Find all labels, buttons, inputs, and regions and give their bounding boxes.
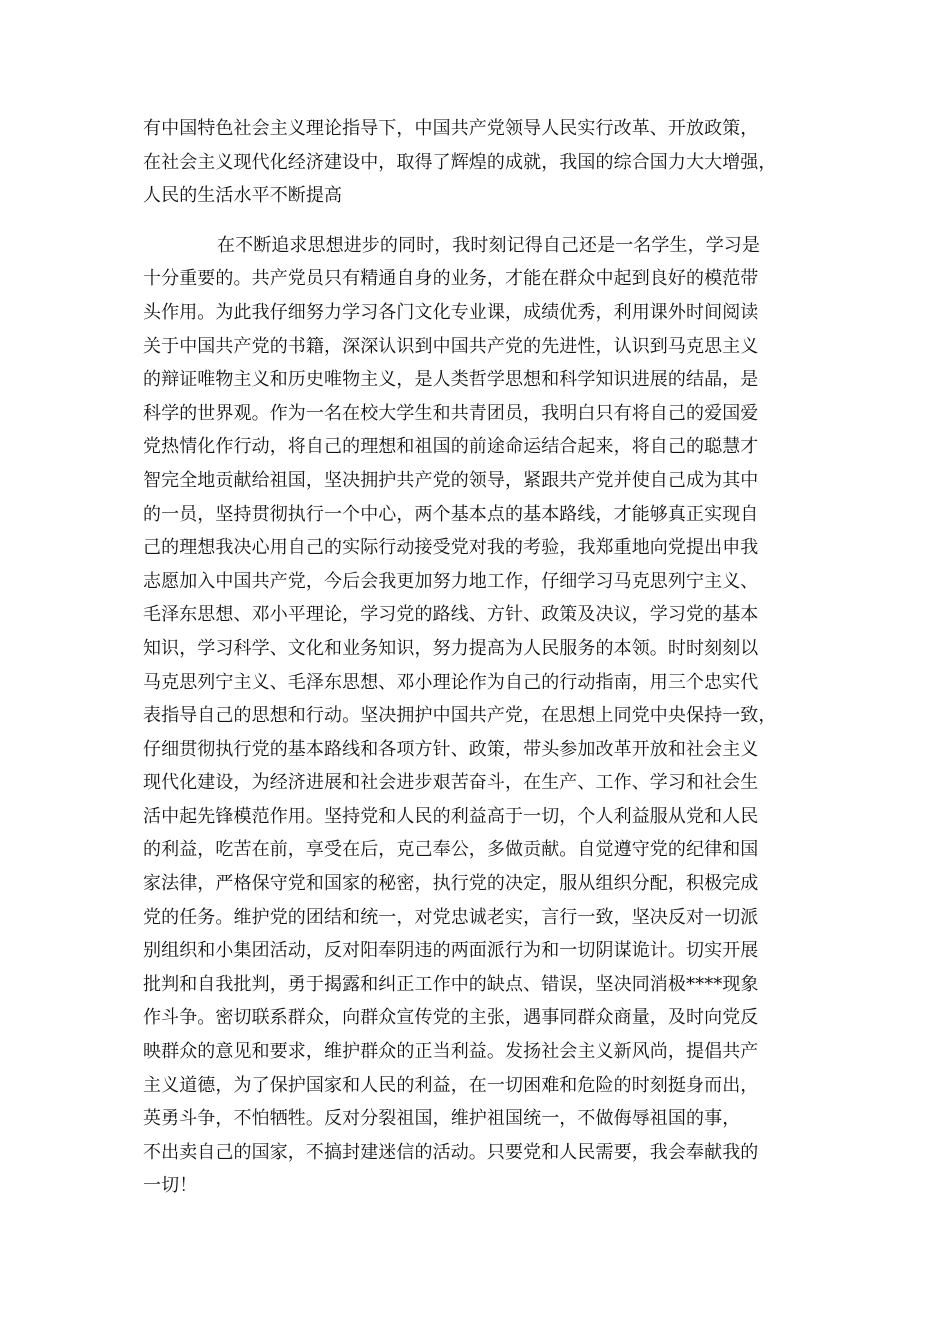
text-line: 党的任务。维护党的团结和统一，对党忠诚老实，言行一致，坚决反对一切派: [143, 906, 759, 928]
text-line: 党热情化作行动，将自己的理想和祖国的前途命运结合起来，将自己的聪慧才: [143, 436, 759, 458]
text-line: 头作用。为此我仔细努力学习各门文化专业课，成绩优秀，利用课外时间阅读: [143, 301, 759, 323]
text-line: 的辩证唯物主义和历史唯物主义，是人类哲学思想和科学知识进展的结晶，是: [143, 369, 759, 391]
text-line: 表指导自己的思想和行动。坚决拥护中国共产党，在思想上同党中央保持一致，: [143, 705, 777, 727]
text-line: 现代化建设，为经济进展和社会进步艰苦奋斗，在生产、工作、学习和社会生: [143, 772, 759, 794]
document-body: [143, 112, 809, 1203]
text-line-content: 在不断追求思想进步的同时，我时刻记得自己还是一名学生，学习是: [217, 234, 760, 256]
text-line: 马克思列宁主义、毛泽东思想、邓小理论作为自己的行动指南，用三个忠实代: [143, 671, 759, 693]
text-line: 在社会主义现代化经济建设中，取得了辉煌的成就，我国的综合国力大大增强，: [143, 151, 777, 173]
text-line: 仔细贯彻执行党的基本路线和各项方针、政策，带头参加改革开放和社会主义: [143, 738, 759, 760]
text-line: 映群众的意见和要求，维护群众的正当利益。发扬社会主义新风尚，提倡共产: [143, 1041, 759, 1063]
text-line: 志愿加入中国共产党，今后会我更加努力地工作，仔细学习马克思列宁主义、: [143, 570, 759, 592]
text-line: 活中起先锋模范作用。坚持党和人民的利益高于一切，个人利益服从党和人民: [143, 805, 759, 827]
text-line: 己的理想我决心用自己的实际行动接受党对我的考验，我郑重地向党提出申我: [143, 537, 759, 559]
text-line: 毛泽东思想、邓小平理论，学习党的路线、方针、政策及决议，学习党的基本: [143, 604, 759, 626]
paragraph-1: [143, 112, 809, 213]
text-line: 智完全地贡献给祖国，坚决拥护共产党的领导，紧跟共产党并使自己成为其中: [143, 469, 759, 491]
text-line: 的一员，坚持贯彻执行一个中心，两个基本点的基本路线，才能够真正实现自: [143, 503, 759, 525]
text-line: 作斗争。密切联系群众，向群众宣传党的主张，遇事同群众商量，及时向党反: [143, 1007, 759, 1029]
text-line: 别组织和小集团活动，反对阳奉阴违的两面派行为和一切阴谋诡计。切实开展: [143, 940, 759, 962]
text-line: 的利益，吃苦在前，享受在后，克己奉公，多做贡献。自觉遵守党的纪律和国: [143, 839, 759, 861]
text-line: 不出卖自己的国家，不搞封建迷信的活动。只要党和人民需要，我会奉献我的: [143, 1141, 759, 1163]
text-line: 十分重要的。共产党员只有精通自身的业务，才能在群众中起到良好的模范带: [143, 268, 759, 290]
text-line: 英勇斗争，不怕牺牲。反对分裂祖国，维护祖国统一，不做侮辱祖国的事，: [143, 1108, 741, 1130]
text-line-indented: [143, 229, 809, 263]
text-line: 一切！: [143, 1175, 198, 1197]
text-line: 家法律，严格保守党和国家的秘密，执行党的决定，服从组织分配，积极完成: [143, 873, 759, 895]
text-line: 人民的生活水平不断提高: [143, 185, 343, 207]
text-line: 科学的世界观。作为一名在校大学生和共青团员，我明白只有将自己的爱国爱: [143, 402, 759, 424]
text-line: 有中国特色社会主义理论指导下，中国共产党领导人民实行改革、开放政策，: [143, 118, 759, 139]
text-line: 知识，学习科学、文化和业务知识，努力提高为人民服务的本领。时时刻刻以: [143, 637, 759, 659]
paragraph-2: [143, 229, 809, 1203]
text-line: 主义道德，为了保护国家和人民的利益，在一切困难和危险的时刻挺身而出，: [143, 1074, 759, 1096]
text-line: 关于中国共产党的书籍，深深认识到中国共产党的先进性，认识到马克思主义: [143, 335, 759, 357]
text-line: 批判和自我批判，勇于揭露和纠正工作中的缺点、错误，坚决同消极****现象: [143, 973, 759, 995]
